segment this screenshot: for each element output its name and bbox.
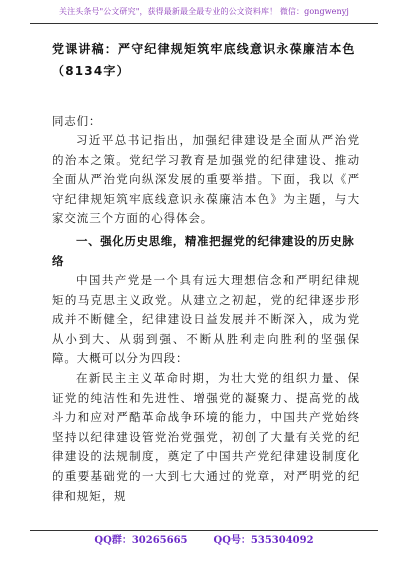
document-body [52, 38, 360, 506]
section-heading: 一、强化历史思维，精准把握党的纪律建设的历史脉络 [52, 233, 355, 268]
header-banner: 关注头条号"公文研究"，获得最新最全最专业的公文资料库！ 微信：gongwenyj [59, 7, 349, 16]
header-divider [30, 23, 378, 24]
intro-paragraph: 习近平总书记指出，加强纪律建设是全面从严治党的治本之策。党纪学习教育是加强党的纪律建设、推动全面从严治党向纵深发展的重要举措。下面，我以《严守纪律规矩筑牢底线意识永葆廉洁本色》为主题，与大家交流三个方面的心得体会。 [52, 133, 360, 226]
footer-divider [30, 530, 378, 531]
salutation: 同志们： [52, 114, 102, 128]
footer [0, 534, 408, 548]
section-paragraph-1: 中国共产党是一个具有远大理想信念和严明纪律规矩的马克思主义政党。从建立之初起，党的纪律逐步形成并不断健全，纪律建设日益发展并不断深入，成为党从小到大、从弱到强、不断从胜利走向胜利的坚强保障。大概可以分为四段： [52, 272, 360, 366]
footer-qq-group: QQ群：30265665 [94, 535, 188, 546]
document-title: 党课讲稿：严守纪律规矩筑牢底线意识永葆廉洁本色（8134字） [52, 42, 356, 78]
section-paragraph-2: 在新民主主义革命时期，为壮大党的组织力量、保证党的纯洁性和先进性、增强党的凝聚力、提高党的战斗力和应对严酷革命战争环境的能力，中国共产党始终坚持以纪律建设管党治党强党，初创了大量有关党的纪律建设的法规制度，奠定了中国共产党纪律建设制度化的重要基础党的一大到七大通过的党章，对严明党的纪律和规矩，规 [52, 370, 360, 503]
footer-qq: QQ号：535304092 [213, 535, 314, 546]
